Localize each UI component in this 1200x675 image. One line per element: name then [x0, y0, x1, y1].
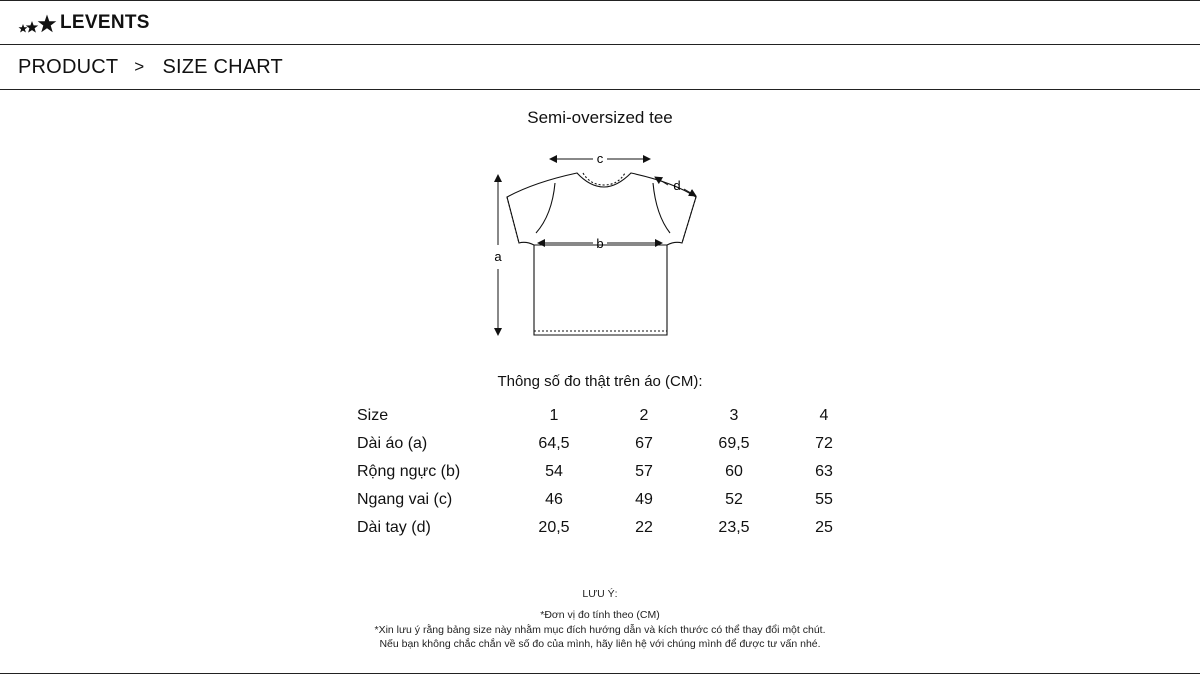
- product-title: Semi-oversized tee: [527, 108, 673, 127]
- tshirt-measurement-diagram: [480, 145, 720, 350]
- size-header: 4: [819, 407, 829, 424]
- table-row: [348, 514, 869, 542]
- table-cell: 64,5: [538, 435, 570, 452]
- row-label: Dài áo (a): [357, 435, 428, 452]
- breadcrumb-current: SIZE CHART: [162, 55, 283, 78]
- table-cell: 25: [815, 519, 833, 536]
- spec-title: Thông số đo thật trên áo (CM):: [497, 373, 703, 390]
- table-cell: 63: [815, 463, 833, 480]
- size-table: [348, 402, 869, 542]
- table-row: [348, 458, 869, 486]
- table-cell: 20,5: [538, 519, 570, 536]
- row-label: Dài tay (d): [357, 519, 431, 536]
- table-cell: 23,5: [718, 519, 750, 536]
- table-cell: 60: [725, 463, 743, 480]
- table-cell: 55: [815, 491, 833, 508]
- note-line: *Xin lưu ý rằng bảng size này nhằm mục đích hướng dẫn và kích thước có thể thay đổi một chút.: [374, 624, 826, 636]
- table-cell: 49: [635, 491, 653, 508]
- size-header: 1: [549, 407, 559, 424]
- table-cell: 57: [635, 463, 653, 480]
- brand-logo[interactable]: [18, 11, 150, 35]
- size-header: 2: [639, 407, 649, 424]
- table-row: [348, 430, 869, 458]
- three-stars-icon: [18, 13, 58, 33]
- table-cell: 67: [635, 435, 653, 452]
- breadcrumb: [0, 45, 1200, 90]
- table-cell: 54: [545, 463, 563, 480]
- table-cell: 46: [545, 491, 563, 508]
- row-label: Ngang vai (c): [357, 491, 453, 508]
- note-line: Nếu bạn không chắc chắn về số đo của mình, hãy liên hệ với chúng mình để được tư vấn nhé.: [379, 638, 821, 650]
- brand-name: LEVENTS: [60, 12, 150, 33]
- row-label: Rộng ngực (b): [357, 463, 461, 480]
- size-header: 3: [729, 407, 739, 424]
- top-header: [0, 0, 1200, 45]
- label-d: d: [673, 178, 681, 193]
- tshirt-outline: [507, 173, 696, 335]
- notes-heading: LƯU Ý:: [582, 588, 618, 600]
- header-label: Size: [357, 407, 389, 424]
- table-row: [348, 486, 869, 514]
- bottom-divider: [0, 673, 1200, 674]
- table-cell: 52: [725, 491, 743, 508]
- label-b: b: [596, 236, 604, 251]
- table-cell: 72: [815, 435, 833, 452]
- table-cell: 22: [635, 519, 653, 536]
- table-cell: 69,5: [718, 435, 750, 452]
- label-c: c: [596, 151, 604, 166]
- breadcrumb-product-link[interactable]: PRODUCT: [18, 55, 119, 78]
- label-a: a: [494, 249, 502, 264]
- table-header-row: [348, 402, 869, 430]
- note-line: *Đơn vị đo tính theo (CM): [540, 609, 660, 621]
- breadcrumb-separator: >: [134, 57, 145, 76]
